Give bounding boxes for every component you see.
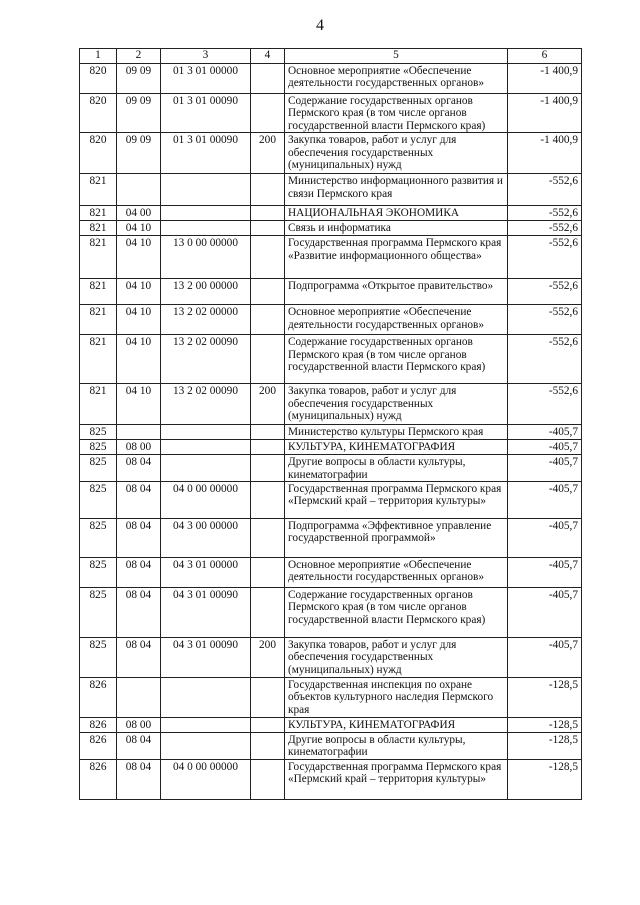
table-row bbox=[80, 638, 582, 678]
cell-section-code: 04 00 bbox=[117, 206, 161, 221]
cell-target-code: 04 0 00 00000 bbox=[161, 759, 251, 799]
cell-expense-type bbox=[251, 440, 285, 455]
cell-admin-code: 821 bbox=[80, 279, 117, 305]
table-row bbox=[80, 236, 582, 279]
page-number: 4 bbox=[316, 17, 324, 34]
table-row bbox=[80, 440, 582, 455]
cell-admin-code: 820 bbox=[80, 64, 117, 94]
cell-expense-type bbox=[251, 206, 285, 221]
cell-amount: -552,6 bbox=[508, 174, 582, 206]
cell-expense-type bbox=[251, 558, 285, 588]
cell-section-code: 08 04 bbox=[117, 558, 161, 588]
cell-admin-code: 821 bbox=[80, 236, 117, 279]
cell-name: Закупка товаров, работ и услуг для обеспечения государственных (муниципальных) нужд bbox=[285, 384, 508, 425]
header-col-6: 6 bbox=[508, 49, 582, 64]
table-body bbox=[80, 64, 582, 800]
cell-amount: -405,7 bbox=[508, 482, 582, 519]
cell-name: Основное мероприятие «Обеспечение деятельности государственных органов» bbox=[285, 64, 508, 94]
cell-name: Министерство культуры Пермского края bbox=[285, 425, 508, 440]
cell-admin-code: 825 bbox=[80, 558, 117, 588]
cell-expense-type bbox=[251, 718, 285, 733]
table-row bbox=[80, 425, 582, 440]
cell-target-code bbox=[161, 206, 251, 221]
cell-target-code: 13 0 00 00000 bbox=[161, 236, 251, 279]
cell-section-code: 09 09 bbox=[117, 94, 161, 133]
header-col-2: 2 bbox=[117, 49, 161, 64]
cell-name: Содержание государственных органов Пермского края (в том числе органов государственной власти Пермского края) bbox=[285, 94, 508, 133]
table-row bbox=[80, 558, 582, 588]
cell-section-code: 08 00 bbox=[117, 718, 161, 733]
cell-target-code: 04 3 01 00090 bbox=[161, 588, 251, 638]
cell-target-code: 01 3 01 00000 bbox=[161, 64, 251, 94]
table-row bbox=[80, 759, 582, 799]
cell-admin-code: 826 bbox=[80, 733, 117, 760]
table-row bbox=[80, 718, 582, 733]
cell-expense-type bbox=[251, 236, 285, 279]
cell-amount: -552,6 bbox=[508, 206, 582, 221]
cell-section-code: 04 10 bbox=[117, 221, 161, 236]
table-row bbox=[80, 174, 582, 206]
cell-admin-code: 820 bbox=[80, 94, 117, 133]
cell-section-code: 04 10 bbox=[117, 335, 161, 384]
cell-admin-code: 825 bbox=[80, 425, 117, 440]
cell-expense-type: 200 bbox=[251, 384, 285, 425]
cell-name: Основное мероприятие «Обеспечение деятельности государственных органов» bbox=[285, 305, 508, 335]
cell-section-code: 08 04 bbox=[117, 638, 161, 678]
cell-target-code bbox=[161, 425, 251, 440]
table-row bbox=[80, 221, 582, 236]
cell-target-code: 04 3 01 00000 bbox=[161, 558, 251, 588]
cell-target-code: 13 2 02 00090 bbox=[161, 384, 251, 425]
cell-target-code: 04 3 01 00090 bbox=[161, 638, 251, 678]
cell-expense-type bbox=[251, 482, 285, 519]
table-row bbox=[80, 279, 582, 305]
cell-amount: -552,6 bbox=[508, 279, 582, 305]
cell-expense-type bbox=[251, 519, 285, 558]
cell-admin-code: 821 bbox=[80, 384, 117, 425]
cell-name: КУЛЬТУРА, КИНЕМАТОГРАФИЯ bbox=[285, 440, 508, 455]
cell-amount: -405,7 bbox=[508, 455, 582, 482]
cell-name: Другие вопросы в области культуры, кинематографии bbox=[285, 733, 508, 760]
cell-target-code: 04 0 00 00000 bbox=[161, 482, 251, 519]
cell-amount: -405,7 bbox=[508, 558, 582, 588]
cell-admin-code: 826 bbox=[80, 759, 117, 799]
cell-admin-code: 825 bbox=[80, 519, 117, 558]
table-row bbox=[80, 133, 582, 174]
cell-section-code: 04 10 bbox=[117, 384, 161, 425]
cell-amount: -405,7 bbox=[508, 425, 582, 440]
cell-section-code: 09 09 bbox=[117, 64, 161, 94]
table-row bbox=[80, 519, 582, 558]
cell-section-code: 09 09 bbox=[117, 133, 161, 174]
cell-name: КУЛЬТУРА, КИНЕМАТОГРАФИЯ bbox=[285, 718, 508, 733]
cell-section-code: 04 10 bbox=[117, 305, 161, 335]
cell-name: Государственная программа Пермского края «Пермский край – территория культуры» bbox=[285, 759, 508, 799]
cell-amount: -1 400,9 bbox=[508, 64, 582, 94]
cell-admin-code: 825 bbox=[80, 455, 117, 482]
cell-amount: -552,6 bbox=[508, 335, 582, 384]
cell-name: Государственная программа Пермского края «Пермский край – территория культуры» bbox=[285, 482, 508, 519]
cell-target-code bbox=[161, 440, 251, 455]
cell-expense-type bbox=[251, 425, 285, 440]
cell-target-code bbox=[161, 678, 251, 718]
cell-expense-type bbox=[251, 305, 285, 335]
cell-expense-type bbox=[251, 94, 285, 133]
cell-section-code: 08 04 bbox=[117, 733, 161, 760]
cell-section-code: 08 00 bbox=[117, 440, 161, 455]
cell-admin-code: 826 bbox=[80, 718, 117, 733]
cell-name: Министерство информационного развития и связи Пермского края bbox=[285, 174, 508, 206]
cell-admin-code: 821 bbox=[80, 221, 117, 236]
cell-expense-type bbox=[251, 678, 285, 718]
cell-expense-type bbox=[251, 335, 285, 384]
cell-amount: -1 400,9 bbox=[508, 94, 582, 133]
cell-name: Закупка товаров, работ и услуг для обеспечения государственных (муниципальных) нужд bbox=[285, 133, 508, 174]
cell-expense-type: 200 bbox=[251, 638, 285, 678]
header-col-1: 1 bbox=[80, 49, 117, 64]
cell-target-code bbox=[161, 718, 251, 733]
cell-admin-code: 825 bbox=[80, 440, 117, 455]
cell-name: Подпрограмма «Эффективное управление государственной программой» bbox=[285, 519, 508, 558]
cell-target-code: 01 3 01 00090 bbox=[161, 133, 251, 174]
cell-target-code: 04 3 00 00000 bbox=[161, 519, 251, 558]
table-row bbox=[80, 335, 582, 384]
cell-admin-code: 821 bbox=[80, 174, 117, 206]
cell-amount: -128,5 bbox=[508, 718, 582, 733]
table-row bbox=[80, 206, 582, 221]
cell-amount: -405,7 bbox=[508, 519, 582, 558]
cell-amount: -552,6 bbox=[508, 236, 582, 279]
cell-name: Связь и информатика bbox=[285, 221, 508, 236]
cell-amount: -552,6 bbox=[508, 221, 582, 236]
cell-section-code: 08 04 bbox=[117, 759, 161, 799]
cell-expense-type bbox=[251, 221, 285, 236]
budget-table bbox=[79, 48, 582, 800]
cell-amount: -128,5 bbox=[508, 759, 582, 799]
cell-amount: -552,6 bbox=[508, 384, 582, 425]
cell-admin-code: 825 bbox=[80, 482, 117, 519]
cell-admin-code: 825 bbox=[80, 638, 117, 678]
cell-name: Государственная инспекция по охране объектов культурного наследия Пермского края bbox=[285, 678, 508, 718]
cell-target-code bbox=[161, 221, 251, 236]
table-row bbox=[80, 64, 582, 94]
cell-target-code bbox=[161, 455, 251, 482]
cell-expense-type bbox=[251, 733, 285, 760]
cell-name: Подпрограмма «Открытое правительство» bbox=[285, 279, 508, 305]
cell-admin-code: 821 bbox=[80, 206, 117, 221]
cell-name: Основное мероприятие «Обеспечение деятельности государственных органов» bbox=[285, 558, 508, 588]
cell-target-code: 13 2 02 00000 bbox=[161, 305, 251, 335]
cell-expense-type bbox=[251, 174, 285, 206]
cell-admin-code: 821 bbox=[80, 305, 117, 335]
cell-admin-code: 825 bbox=[80, 588, 117, 638]
cell-section-code: 08 04 bbox=[117, 455, 161, 482]
cell-name: НАЦИОНАЛЬНАЯ ЭКОНОМИКА bbox=[285, 206, 508, 221]
table-header-row bbox=[80, 49, 582, 64]
cell-name: Закупка товаров, работ и услуг для обеспечения государственных (муниципальных) нужд bbox=[285, 638, 508, 678]
cell-amount: -1 400,9 bbox=[508, 133, 582, 174]
cell-section-code: 08 04 bbox=[117, 482, 161, 519]
header-col-5: 5 bbox=[285, 49, 508, 64]
table-row bbox=[80, 588, 582, 638]
cell-admin-code: 821 bbox=[80, 335, 117, 384]
cell-amount: -128,5 bbox=[508, 678, 582, 718]
cell-amount: -405,7 bbox=[508, 440, 582, 455]
cell-name: Содержание государственных органов Пермского края (в том числе органов государственной власти Пермского края) bbox=[285, 588, 508, 638]
table-row bbox=[80, 678, 582, 718]
cell-expense-type bbox=[251, 455, 285, 482]
cell-name: Государственная программа Пермского края «Развитие информационного общества» bbox=[285, 236, 508, 279]
cell-section-code: 04 10 bbox=[117, 279, 161, 305]
cell-target-code: 13 2 00 00000 bbox=[161, 279, 251, 305]
table-row bbox=[80, 455, 582, 482]
table-row bbox=[80, 305, 582, 335]
cell-section-code bbox=[117, 425, 161, 440]
cell-target-code: 13 2 02 00090 bbox=[161, 335, 251, 384]
cell-target-code: 01 3 01 00090 bbox=[161, 94, 251, 133]
cell-amount: -552,6 bbox=[508, 305, 582, 335]
cell-section-code bbox=[117, 678, 161, 718]
cell-expense-type: 200 bbox=[251, 133, 285, 174]
header-col-4: 4 bbox=[251, 49, 285, 64]
cell-name: Другие вопросы в области культуры, кинематографии bbox=[285, 455, 508, 482]
table-row bbox=[80, 94, 582, 133]
header-col-3: 3 bbox=[161, 49, 251, 64]
cell-expense-type bbox=[251, 759, 285, 799]
table-row bbox=[80, 733, 582, 760]
cell-expense-type bbox=[251, 64, 285, 94]
cell-section-code: 04 10 bbox=[117, 236, 161, 279]
cell-amount: -405,7 bbox=[508, 638, 582, 678]
cell-admin-code: 820 bbox=[80, 133, 117, 174]
cell-name: Содержание государственных органов Пермского края (в том числе органов государственной власти Пермского края) bbox=[285, 335, 508, 384]
cell-section-code bbox=[117, 174, 161, 206]
cell-amount: -128,5 bbox=[508, 733, 582, 760]
cell-amount: -405,7 bbox=[508, 588, 582, 638]
cell-expense-type bbox=[251, 279, 285, 305]
cell-section-code: 08 04 bbox=[117, 588, 161, 638]
table-row bbox=[80, 384, 582, 425]
cell-target-code bbox=[161, 733, 251, 760]
cell-section-code: 08 04 bbox=[117, 519, 161, 558]
cell-target-code bbox=[161, 174, 251, 206]
cell-expense-type bbox=[251, 588, 285, 638]
table-row bbox=[80, 482, 582, 519]
cell-admin-code: 826 bbox=[80, 678, 117, 718]
